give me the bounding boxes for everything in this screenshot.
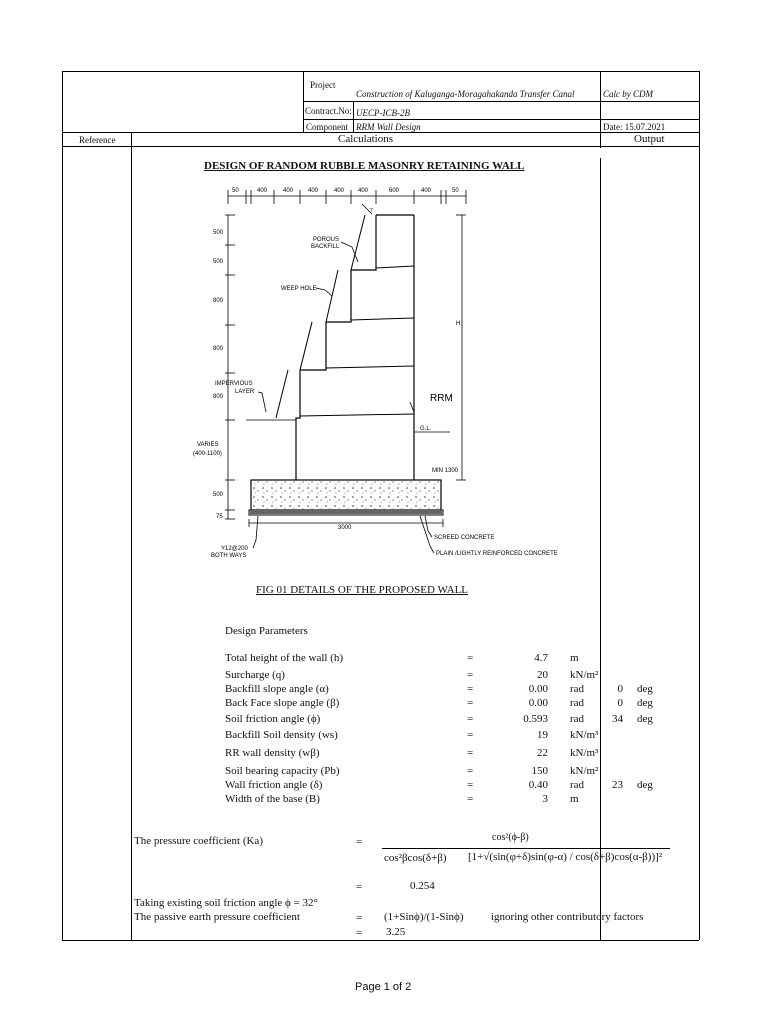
parameter-label: Backfill Soil density (ws) [225, 729, 338, 741]
label-base-width: 3000 [338, 525, 352, 531]
passive-eq: = [356, 912, 363, 924]
svg-text:⊤: ⊤ [369, 208, 374, 214]
parameter-unit: m [570, 652, 579, 664]
parameter-value: 3 [542, 793, 548, 805]
output-heading: Output [634, 133, 665, 145]
output-col-line [600, 928, 601, 940]
contract-label: Contract.No: [305, 106, 352, 116]
component-label: Component [306, 122, 348, 132]
label-porous: POROUS [313, 237, 340, 243]
parameter-label: RR wall density (wβ) [225, 747, 320, 759]
dim-left: 800 [213, 394, 224, 400]
project-label: Project [310, 80, 336, 90]
parameter-unit: m [570, 793, 579, 805]
header-row-line [303, 119, 699, 120]
reference-col-line [131, 132, 132, 940]
header-col-line [600, 71, 601, 132]
parameter-deg-unit: deg [637, 713, 653, 725]
parameter-value: 150 [531, 765, 548, 777]
pressure-label: The pressure coefficient (Ka) [134, 835, 263, 847]
dim-left: (400-1100) [193, 451, 222, 457]
label-gl: G.L. [420, 426, 432, 432]
parameter-unit: rad [570, 713, 585, 725]
design-parameters-heading: Design Parameters [225, 625, 308, 637]
parameter-value: 22 [537, 747, 548, 759]
dim-left: 500 [213, 492, 224, 498]
frame-top [62, 71, 699, 72]
label-backfill: BACKFILL [311, 244, 340, 250]
label-min: MIN 1300 [432, 468, 459, 474]
frame-right [699, 71, 700, 940]
parameter-eq: = [467, 729, 474, 741]
parameter-value: 0.00 [528, 683, 548, 695]
parameter-eq: = [467, 669, 474, 681]
parameter-value: 4.7 [534, 652, 548, 664]
deg-divider [600, 778, 601, 790]
pressure-result-eq: = [356, 881, 363, 893]
passive-result-eq: = [356, 927, 363, 939]
parameter-value: 0.593 [523, 713, 548, 725]
frame-bottom [62, 940, 699, 941]
header-col-line [303, 71, 304, 132]
contract-value: UECP-ICB-2B [356, 108, 410, 118]
dim-top: 600 [389, 188, 400, 194]
parameter-value: 20 [537, 669, 548, 681]
date: Date: 15.07.2021 [603, 122, 666, 132]
fraction-bar [382, 848, 670, 849]
parameter-unit: kN/m² [570, 669, 599, 681]
label-layer: LAYER [235, 389, 255, 395]
dim-top: 400 [257, 188, 268, 194]
parameter-eq: = [467, 779, 474, 791]
dim-left: 500 [213, 259, 224, 265]
parameter-unit: kN/m³ [570, 729, 599, 741]
parameter-deg-unit: deg [637, 779, 653, 791]
parameter-label: Wall friction angle (δ) [225, 779, 323, 791]
existing-friction-note: Taking existing soil friction angle ϕ = 32° [134, 897, 318, 909]
dim-top: 400 [283, 188, 294, 194]
parameter-value: 0.40 [528, 779, 548, 791]
page-footer: Page 1 of 2 [355, 981, 412, 993]
parameter-value: 0.00 [528, 697, 548, 709]
output-col-line [600, 158, 601, 940]
label-weep-hole: WEEP HOLE [281, 286, 317, 292]
dim-top: 400 [308, 188, 319, 194]
pressure-denominator-right: [1+√(sin(φ+δ)sin(φ-α) / cos(δ+β)cos(α-β))]² [468, 851, 663, 863]
label-rrm: RRM [430, 393, 453, 404]
dim-top: 400 [421, 188, 432, 194]
parameter-eq: = [467, 747, 474, 759]
parameter-label: Backfill slope angle (α) [225, 683, 329, 695]
parameter-eq: = [467, 765, 474, 777]
label-h: H [456, 321, 461, 327]
parameter-eq: = [467, 652, 474, 664]
dim-left: 800 [213, 298, 224, 304]
pressure-denominator-left: cos²βcos(δ+β) [384, 852, 447, 864]
pressure-numerator: cos²(ϕ-β) [492, 832, 529, 843]
parameter-eq: = [467, 683, 474, 695]
parameter-deg: 34 [612, 713, 623, 725]
parameter-deg: 0 [617, 683, 623, 695]
column-head-line [62, 146, 699, 147]
dim-left: 500 [213, 230, 224, 236]
wall-section-drawing [190, 180, 600, 565]
header-col-line [353, 101, 354, 132]
calculations-heading: Calculations [338, 133, 393, 145]
passive-label: The passive earth pressure coefficient [134, 911, 300, 923]
dim-left: VARIES [197, 442, 219, 448]
parameter-label: Soil bearing capacity (Pb) [225, 765, 340, 777]
deg-divider [600, 682, 601, 722]
figure-caption: FIG 01 DETAILS OF THE PROPOSED WALL [256, 584, 469, 596]
parameter-label: Total height of the wall (h) [225, 652, 344, 664]
project-value: Construction of Kaluganga-Moragahakanda Transfer Canal [356, 89, 575, 99]
calc-by: Calc by CDM [603, 89, 653, 99]
parameter-deg-unit: deg [637, 697, 653, 709]
parameter-eq: = [467, 793, 474, 805]
page-title: DESIGN OF RANDOM RUBBLE MASONRY RETAINING WALL [204, 160, 525, 172]
parameter-label: Surcharge (q) [225, 669, 285, 681]
passive-formula: (1+Sinϕ)/(1-Sinϕ) [384, 911, 464, 923]
parameter-unit: rad [570, 697, 585, 709]
label-both-ways: BOTH WAYS [211, 553, 247, 559]
dim-top: 50 [452, 188, 459, 194]
frame-left [62, 71, 63, 940]
label-plain-concrete: PLAIN /LIGHTLY REINFORCED CONCRETE [436, 551, 558, 557]
header-row-line [303, 101, 699, 102]
component-value: RRM Wall Design [356, 122, 421, 132]
parameter-label: Soil friction angle (ϕ) [225, 713, 321, 725]
passive-result: 3.25 [386, 926, 406, 938]
label-rebar: Y12@200 [221, 546, 248, 552]
parameter-unit: kN/m² [570, 765, 599, 777]
output-col-line [600, 132, 601, 148]
parameter-eq: = [467, 697, 474, 709]
dim-left: 75 [216, 514, 223, 520]
dim-left: 800 [213, 346, 224, 352]
parameter-deg: 23 [612, 779, 623, 791]
parameter-unit: kN/m³ [570, 747, 599, 759]
parameter-unit: rad [570, 779, 585, 791]
label-screed: SCREED CONCRETE [434, 535, 495, 541]
parameter-label: Width of the base (B) [225, 793, 320, 805]
parameter-eq: = [467, 713, 474, 725]
reference-heading: Reference [79, 135, 116, 145]
parameter-deg: 0 [617, 697, 623, 709]
pressure-result: 0.254 [410, 880, 435, 892]
passive-note: ignoring other contributory factors [491, 911, 644, 923]
dim-top: 400 [358, 188, 369, 194]
parameter-value: 19 [537, 729, 548, 741]
parameter-label: Back Face slope angle (β) [225, 697, 340, 709]
dim-top: 400 [334, 188, 345, 194]
parameter-unit: rad [570, 683, 585, 695]
dim-top: 50 [232, 188, 239, 194]
parameter-deg-unit: deg [637, 683, 653, 695]
label-impervious: IMPERVIOUS [215, 381, 253, 387]
pressure-eq: = [356, 836, 363, 848]
